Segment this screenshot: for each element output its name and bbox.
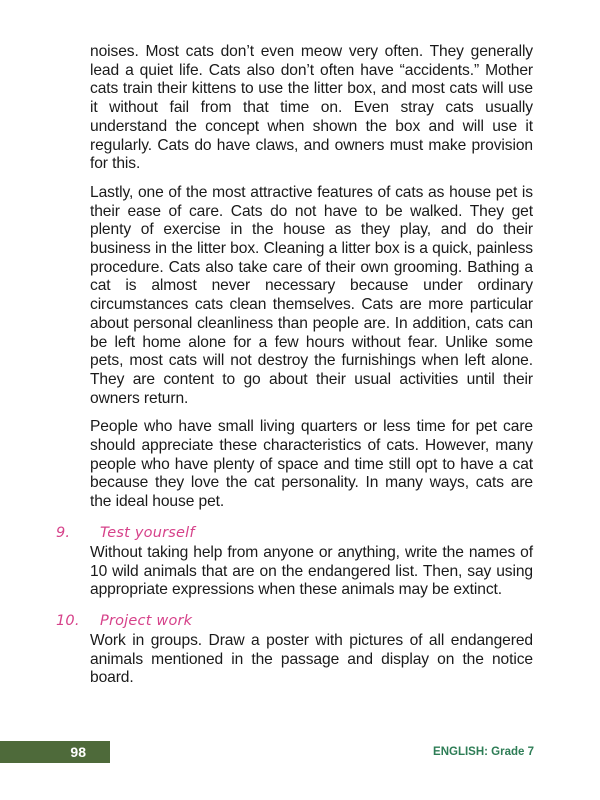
page-content [56, 43, 533, 698]
passage-paragraph: Lastly, one of the most attractive features of cats as house pet is their ease of care. Cats do not have to be walked. They get plenty of exercise in the house as they play, and do their business in the litter box. Cleaning a litter box is a quick, painless procedure. Cats also take care of their own grooming. Bathing a cat is almost never necessary because under ordinary circumstances cats clean themselves. Cats are more particular about personal cleanliness than people are. In addition, cats can be left home alone for a few hours without fear. Unlike some pets, most cats will not destroy the furnishings when left alone. They are content to go about their usual activities until their owners return. [90, 183, 533, 407]
exercise-project-work [56, 610, 533, 688]
section-instructions: Work in groups. Draw a poster with pictures of all endangered animals mentioned in the passage and display on the notice board. [90, 631, 533, 687]
section-heading [56, 522, 533, 544]
section-title: Project work [100, 612, 193, 629]
footer-book-title: ENGLISH: Grade 7 [433, 746, 534, 758]
passage-paragraph: noises. Most cats don’t even meow very often. They generally lead a quiet life. Cats also don’t often have “accidents.” Mother cats train their kittens to use the litter box, and most cats will use it without fail from that time on. Even stray cats usually understand the concept when shown the box and will use it regularly. Cats do have claws, and owners must make provision for this. [90, 43, 533, 173]
section-number: 10. [56, 612, 80, 629]
section-instructions: Without taking help from anyone or anything, write the names of 10 wild animals that are on the endangered list. Then, say using appropriate expressions when these animals may be extinct. [90, 543, 533, 599]
footer-page-bar [0, 741, 110, 763]
exercise-test-yourself [56, 522, 533, 600]
section-heading [56, 610, 533, 632]
section-title: Test yourself [100, 524, 195, 541]
passage-paragraph: People who have small living quarters or less time for pet care should appreciate these characteristics of cats. However, many people who have plenty of space and time still opt to have a cat because they love the cat personality. In many ways, cats are the ideal house pet. [90, 418, 533, 511]
page-number: 98 [70, 744, 86, 760]
section-number: 9. [56, 524, 71, 541]
